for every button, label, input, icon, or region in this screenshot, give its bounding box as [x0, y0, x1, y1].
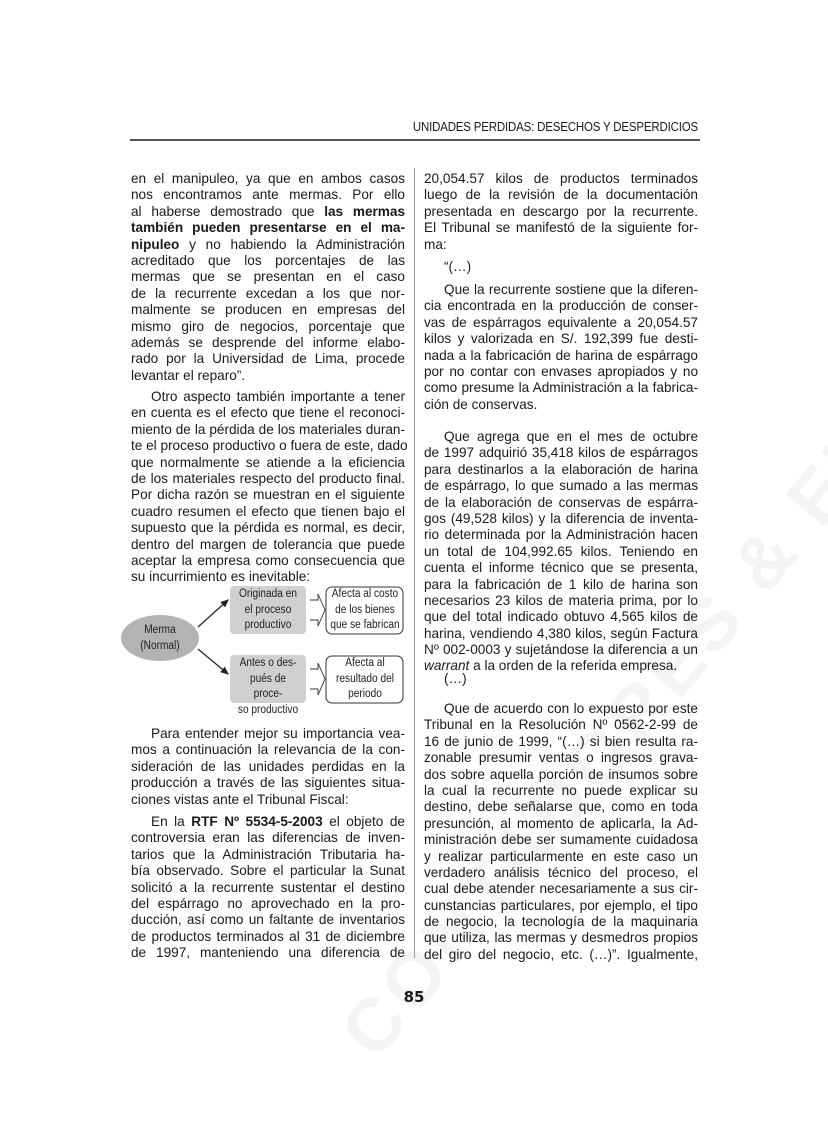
text-line: como presume la Administración a la fabrica-: [424, 380, 698, 396]
paragraph: [424, 259, 698, 275]
text-line: mermas que se presentan en el caso: [131, 269, 405, 285]
text-line: además se desprende del informe elabo-: [131, 334, 405, 350]
text-line: de productos terminados al 31 de diciembre: [131, 928, 405, 944]
effect-top-label: [329, 587, 401, 634]
effect-bottom-line: resultado del: [336, 672, 394, 685]
running-header: UNIDADES PERDIDAS: DESECHOS Y DESPERDICIOS: [412, 120, 698, 134]
text-line: del espárrago no aprovechado en la pro-: [131, 895, 405, 911]
text-line: solicitó a la recurrente sustentar el destino: [131, 879, 405, 895]
text-line: 20,054.57 kilos de productos terminados: [424, 171, 698, 186]
effect-bottom-label: [329, 656, 401, 703]
text-line: controversia eran las diferencias de inven-: [131, 830, 405, 846]
text-line: sideración de las unidades perdidas en la: [131, 758, 405, 774]
paragraph: [131, 726, 405, 808]
text-line: miento de la pérdida de los materiales duran-: [131, 421, 405, 437]
text-line: levantar el reparo”.: [131, 367, 246, 383]
branch-bottom-line: pués de proce-: [249, 672, 287, 700]
text-line: necesarios 23 kilos de materia prima, por lo: [424, 592, 698, 608]
text-line: para la fabricación de 1 kilo de harina son: [424, 576, 698, 592]
text-line: cuenta el informe técnico que se presenta,: [424, 560, 698, 576]
text-line: cuadro resumen el efecto que tienen bajo el: [131, 503, 405, 519]
text-line: mismo giro de negocios, porcentaje que: [131, 318, 405, 334]
text-line: [131, 237, 405, 253]
root-label: [126, 623, 195, 654]
text-line: luego de la revisión de la documentación: [424, 187, 698, 203]
italic-text: warrant: [424, 658, 470, 674]
text-line: te el proceso productivo o fuera de este, dado: [131, 438, 408, 454]
arrow-up: [198, 600, 228, 627]
branch-top-line: Originada en: [239, 588, 297, 600]
text-line: malmente se producen en empresas del: [131, 302, 405, 318]
text-line: kilos y valorizada en S/. 192,399 fue desti-: [424, 331, 698, 347]
text-line: para destinarlos a la elaboración de harina: [424, 461, 698, 477]
paragraph: [131, 389, 408, 586]
text-line: Nº 002-0003 y sujetándose la diferencia a un: [424, 642, 698, 658]
text-line: nada a la fabricación de harina de espárrago: [424, 347, 698, 363]
text-span: En la: [151, 814, 192, 829]
branch-top-line: productivo: [244, 619, 292, 631]
merma-diagram: [120, 582, 410, 716]
arrow-block-bottom: [310, 663, 325, 695]
text-line: un total de 104,992.65 kilos. Teniendo en: [424, 543, 698, 559]
text-line: Otro aspecto también importante a tener: [151, 389, 405, 404]
text-line: Que agrega que en el mes de octubre: [444, 429, 698, 444]
branch-bottom-line: so productivo: [237, 703, 299, 716]
paragraph: [424, 282, 698, 413]
text-line: destino, debe señalarse que, como en toda: [424, 799, 698, 815]
paragraph: [424, 171, 698, 253]
text-line: cia encontrada en la producción de conser-: [424, 298, 698, 314]
text-line: su incurrimiento es inevitable:: [131, 569, 311, 585]
text-line: de negocio, la tecnología de la maquinaria: [424, 914, 698, 930]
text-line: ción de conservas.: [424, 396, 538, 412]
effect-bottom-line: Afecta al: [345, 657, 385, 669]
text-line: “(…): [444, 259, 472, 274]
text-line: de los materiales respecto del producto final.: [131, 470, 405, 486]
paragraph: [131, 814, 405, 962]
text-span: a la orden de la referida empresa.: [469, 658, 678, 674]
text-line: ma:: [424, 236, 447, 252]
text-line: Por dicha razón se muestran en el siguiente: [131, 487, 405, 503]
text-line: (…): [444, 671, 467, 686]
text-line: acreditado que los porcentajes de las: [131, 252, 405, 268]
text-line: Tribunal en la Resolución Nº 0562-2-99 de: [424, 717, 698, 733]
text-line: y realizar particularmente en este caso un: [424, 848, 698, 864]
text-line: [131, 220, 405, 236]
arrow-down: [198, 649, 228, 674]
text-line: que utiliza, las mermas y desmedros propios: [424, 930, 698, 946]
branch-top-line: el proceso: [244, 603, 292, 616]
text-line: [131, 814, 405, 830]
bold-text: las mermas: [324, 203, 405, 219]
text-span: el objeto de: [322, 814, 405, 829]
text-line: harina, vendiendo 4,380 kilos, según Factura: [424, 625, 698, 641]
paragraph: [424, 701, 698, 963]
text-line: Que de acuerdo con lo expuesto por este: [444, 701, 698, 716]
bold-text: también pueden presentarse en el ma-: [131, 220, 405, 236]
text-line: que normalmente se atiende a la eficiencia: [131, 454, 405, 470]
text-line: en cuenta es el efecto que tiene el reconoci-: [131, 405, 405, 421]
text-line: del giro del negocio, etc. (…)”. Igualmente,: [424, 946, 698, 962]
text-line: dos sobre aquella porción de insumos sobre: [424, 766, 698, 782]
text-line: por no contar con envases apropiados y no: [424, 363, 698, 379]
text-line: supuesto que la pérdida es normal, es decir,: [131, 520, 405, 536]
header-rule: [130, 139, 700, 141]
paragraph: [424, 671, 698, 687]
text-line: tarios que la Administración Tributaria ha-: [131, 846, 405, 862]
text-line: [131, 204, 405, 220]
column-divider: [414, 168, 415, 958]
text-line: de la elaboración de conservas de espárra-: [424, 494, 698, 510]
text-line: dentro del margen de tolerancia que puede: [131, 536, 405, 552]
text-line: zonable presumir ventas o ingresos grava-: [424, 750, 698, 766]
root-label-line: Merma: [144, 624, 176, 636]
text-line: cual debe atender necesariamente a sus cir-: [424, 881, 698, 897]
text-line: 16 de junio de 1999, “(…) si bien resulta ra-: [424, 733, 698, 749]
text-line: Que la recurrente sostiene que la diferen-: [444, 282, 698, 297]
text-line: cunstancias particulares, por ejemplo, el tipo: [424, 897, 698, 913]
text-line: mos a continuación la relevancia de la con-: [131, 742, 405, 758]
arrow-block-top: [310, 594, 325, 626]
page-number: 85: [403, 988, 425, 1006]
text-line: rado por la Universidad de Lima, procede: [131, 351, 405, 367]
text-line: que del total indicado obtuvo 4,565 kilos de: [424, 609, 698, 625]
text-span: al haberse demostrado que: [131, 203, 325, 219]
effect-top-line: Afecta al costo: [331, 588, 399, 600]
text-line: aceptar la empresa como consecuencia que: [131, 552, 405, 568]
text-line: vas de espárragos equivalente a 20,054.57: [424, 314, 698, 330]
text-line: nos encontramos ante mermas. Por ello: [131, 187, 405, 203]
branch-bottom-label: [235, 656, 302, 718]
text-line: Para entender mejor su importancia vea-: [151, 726, 405, 741]
text-line: producción a través de las siguientes situa-: [131, 775, 405, 791]
text-span: y no habiendo la Administración: [179, 236, 405, 252]
text-line: la cual la recurrente no puede explicar su: [424, 782, 698, 798]
text-line: bía observado. Sobre el particular la Sunat: [131, 863, 405, 879]
text-line: de 1997, manteniendo una diferencia de: [131, 945, 405, 961]
effect-top-line: que se fabrican: [330, 619, 400, 631]
text-line: en el manipuleo, ya que en ambos casos: [131, 171, 405, 186]
text-line: verdadero análisis técnico del proceso, el: [424, 864, 698, 880]
effect-bottom-line: periodo: [348, 688, 382, 700]
bold-text: RTF Nº 5534-5-2003: [191, 814, 323, 829]
bold-text: nipuleo: [131, 236, 180, 252]
text-line: de 1997 adquirió 35,418 kilos de espárragos: [424, 445, 698, 461]
text-line: ducción, así como un faltante de inventarios: [131, 912, 405, 928]
text-line: presunción, al momento de aplicarla, la Ad-: [424, 815, 698, 831]
text-line: de la recurrente excedan a los que nor-: [131, 285, 405, 301]
branch-bottom-line: Antes o des-: [239, 657, 297, 669]
root-label-line: (Normal): [140, 639, 180, 652]
text-line: rio determinada por la Administración hacen: [424, 527, 698, 543]
text-line: gos (49,528 kilos) y la diferencia de inventa-: [424, 510, 698, 526]
effect-top-line: de los bienes: [335, 603, 395, 616]
text-line: de espárrago, lo que sumado a las mermas: [424, 478, 698, 494]
text-line: El Tribunal se manifestó de la siguiente for-: [424, 220, 698, 236]
text-line: presentada en descargo por la recurrente.: [424, 203, 698, 219]
branch-top-label: [235, 587, 302, 634]
paragraph: [424, 429, 698, 675]
text-line: ciones vistas ante el Tribunal Fiscal:: [131, 791, 349, 807]
paragraph: [131, 171, 405, 384]
text-line: ministración debe ser sumamente cuidadosa: [424, 832, 698, 848]
